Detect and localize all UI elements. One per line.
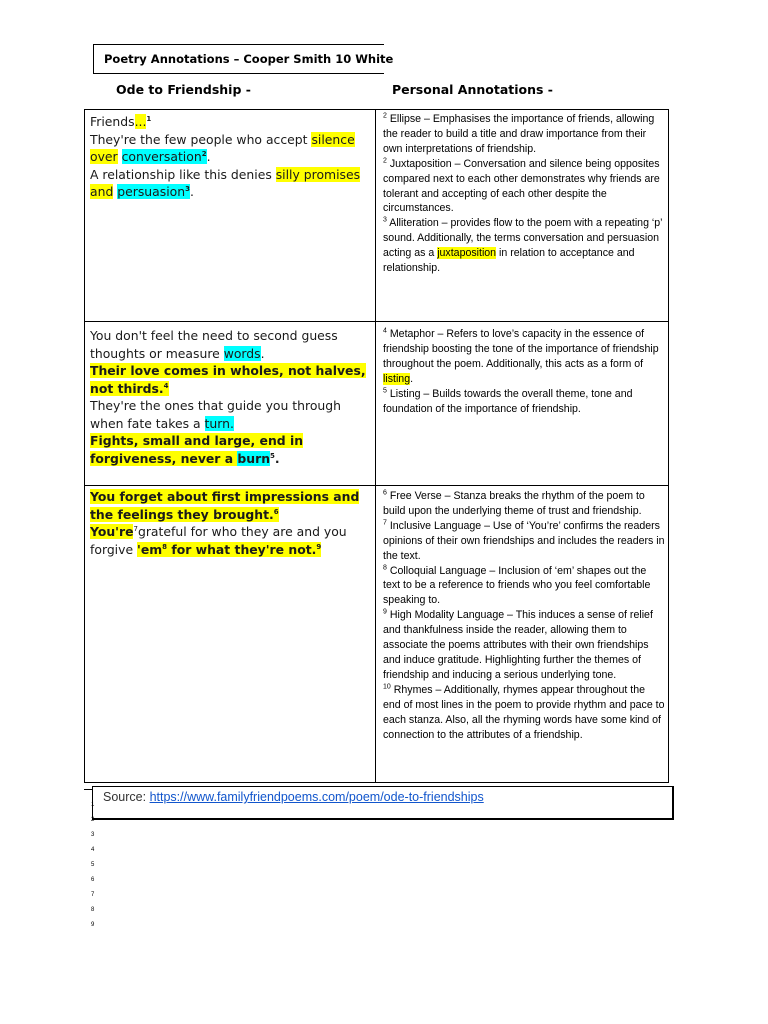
footnote-num: 2 xyxy=(383,112,387,120)
annotation-text: Alliteration – provides flow to the poem with a repeating ‘p’ sound. Additionally, the terms conversation and persuasion acting as a xyxy=(383,217,663,260)
annotations-heading: Personal Annotations - xyxy=(392,82,553,97)
footnote-num: 4 xyxy=(383,327,387,335)
highlight-yellow: listing xyxy=(383,372,411,385)
poem-text: . xyxy=(260,345,265,361)
highlight-yellow xyxy=(90,363,366,396)
stanza-2 xyxy=(90,327,370,467)
annotation-text: Juxtaposition – Conversation and silence being opposites compared next to each other demonstrates why friends are tolerant and accepting of each other despite the circumstances. xyxy=(383,157,660,215)
highlight-cyan xyxy=(117,184,190,199)
poem-text: . xyxy=(206,149,211,164)
footnote-number: 8 xyxy=(91,907,95,913)
footnote-ref: 2 xyxy=(201,149,207,158)
footnote-number: 4 xyxy=(91,847,95,853)
poem-heading: Ode to Friendship - xyxy=(116,82,251,97)
table-column-divider xyxy=(375,109,376,783)
footnote-number: 9 xyxy=(91,922,95,928)
footnote-number: 7 xyxy=(91,892,95,898)
footnote-num: 7 xyxy=(383,519,387,527)
source-link[interactable]: https://www.familyfriendpoems.com/poem/ode-to-friendships xyxy=(149,790,484,804)
poem-text: You forget about first impressions and the feelings they brought. xyxy=(90,489,360,522)
annotation-text: . xyxy=(410,372,414,385)
annotation-text: Metaphor – Refers to love’s capacity in the essence of friendship boosting the tone of the importance of friendship throughout the poem. Additionally, this acts as a form of xyxy=(383,328,659,370)
highlight-cyan: turn. xyxy=(204,415,234,431)
highlight-yellow: ... xyxy=(134,114,147,129)
poem-text: A relationship like this denies xyxy=(90,166,276,182)
highlight-cyan: burn xyxy=(237,450,271,466)
annotation-text: Free Verse – Stanza breaks the rhythm of the poem to build upon the underlying theme of trust and friendship. xyxy=(383,490,645,517)
highlight-yellow: silence xyxy=(311,131,355,147)
footnote-ref: 9 xyxy=(316,542,322,551)
poem-text: persuasion xyxy=(117,184,186,199)
footnote-num: 9 xyxy=(383,608,387,616)
poem-text: They're the few people who accept xyxy=(90,131,312,147)
footnote-number: 5 xyxy=(91,862,95,868)
highlight-yellow: over xyxy=(90,149,118,164)
footnote-number: 1 xyxy=(91,802,95,808)
poem-text: You don't feel the need to second guess thoughts or measure xyxy=(90,328,338,361)
annotation-text: Listing – Builds towards the overall theme, tone and foundation of the importance of friendship. xyxy=(383,387,633,415)
footnote-ref: 8 xyxy=(162,542,168,551)
footnote-ref: 5 xyxy=(270,451,275,460)
table-row-divider xyxy=(84,485,669,486)
annotation-text: High Modality Language – This induces a sense of relief and thankfulness inside the reader, allowing them to associate the poems attributes with their own friendships and induce gratitude. Highlighting further the themes of friendship and inducing a serious underlying tone. xyxy=(383,609,653,681)
highlight-yellow: and xyxy=(90,184,114,199)
highlight-yellow xyxy=(90,489,359,522)
footnote-num: 8 xyxy=(383,564,387,571)
poem-text: Friends xyxy=(90,114,135,129)
stanza-3 xyxy=(90,488,370,558)
footnote-num: 10 xyxy=(383,683,391,691)
footnote-num: 5 xyxy=(383,387,387,395)
poem-text: grateful for who they are and you forgive xyxy=(90,524,347,557)
source-label: Source: xyxy=(103,790,150,804)
footnote-num: 6 xyxy=(383,489,387,497)
footnote-number: 3 xyxy=(91,832,95,838)
footnote-num: 2 xyxy=(383,157,387,165)
annotation-text: Rhymes – Additionally, rhymes appear throughout the end of most lines in the poem to provide rhythm and pace to each stanza. Also, all the rhyming words have some kind of connection to the attributes of a friendship. xyxy=(383,683,665,741)
poem-text: 'em xyxy=(137,541,163,557)
footnote-ref: 1 xyxy=(146,114,152,123)
annotation-text: Inclusive Language – Use of ‘You’re’ confirms the readers opinions of their own friendships and includes the readers in the text. xyxy=(383,519,665,562)
footnote-ref: 4 xyxy=(163,381,169,390)
annotations-block-2 xyxy=(383,327,665,416)
highlight-yellow: Fights, small and large, end in forgiveness, never a xyxy=(90,433,304,466)
annotations-block-3 xyxy=(383,489,665,742)
poem-text: Their love comes in wholes, not halves, not thirds. xyxy=(90,363,366,396)
annotations-block-1 xyxy=(383,112,665,276)
annotation-text: Ellipse – Emphasises the importance of friends, allowing the reader to build a title and draw importance from their own interpretations of friendship. xyxy=(383,113,655,155)
highlight-cyan xyxy=(122,149,207,164)
footnote-ref: 3 xyxy=(185,184,190,193)
footnote-number: 6 xyxy=(91,877,95,883)
poem-text: conversation xyxy=(121,149,202,164)
footnote-num: 3 xyxy=(383,216,387,224)
table-row-divider xyxy=(84,321,669,322)
highlight-yellow: juxtaposition xyxy=(437,247,497,260)
footnote-number: 2 xyxy=(91,817,95,823)
annotation-text: Colloquial Language – Inclusion of ‘em’ shapes out the text to be a reference to friends who you feel comfortable speaking to. xyxy=(383,564,651,607)
poem-text: They're the ones that guide you through when fate takes a xyxy=(90,398,341,431)
highlight-cyan: words xyxy=(223,345,261,361)
footnote-ref: 6 xyxy=(273,507,279,516)
highlight-yellow: silly promises xyxy=(275,166,361,182)
highlight-yellow: You're xyxy=(90,524,134,539)
annotation-text: in relation to acceptance and relationship. xyxy=(383,247,635,275)
poem-text: for what they're not. xyxy=(167,541,317,557)
footnote-ref: 7 xyxy=(133,524,138,533)
stanza-1 xyxy=(90,113,370,201)
poem-text: . xyxy=(274,450,280,466)
highlight-yellow xyxy=(137,542,321,557)
poem-text: . xyxy=(189,184,194,199)
document-title: Poetry Annotations – Cooper Smith 10 White xyxy=(93,44,384,74)
source-citation xyxy=(103,790,484,804)
